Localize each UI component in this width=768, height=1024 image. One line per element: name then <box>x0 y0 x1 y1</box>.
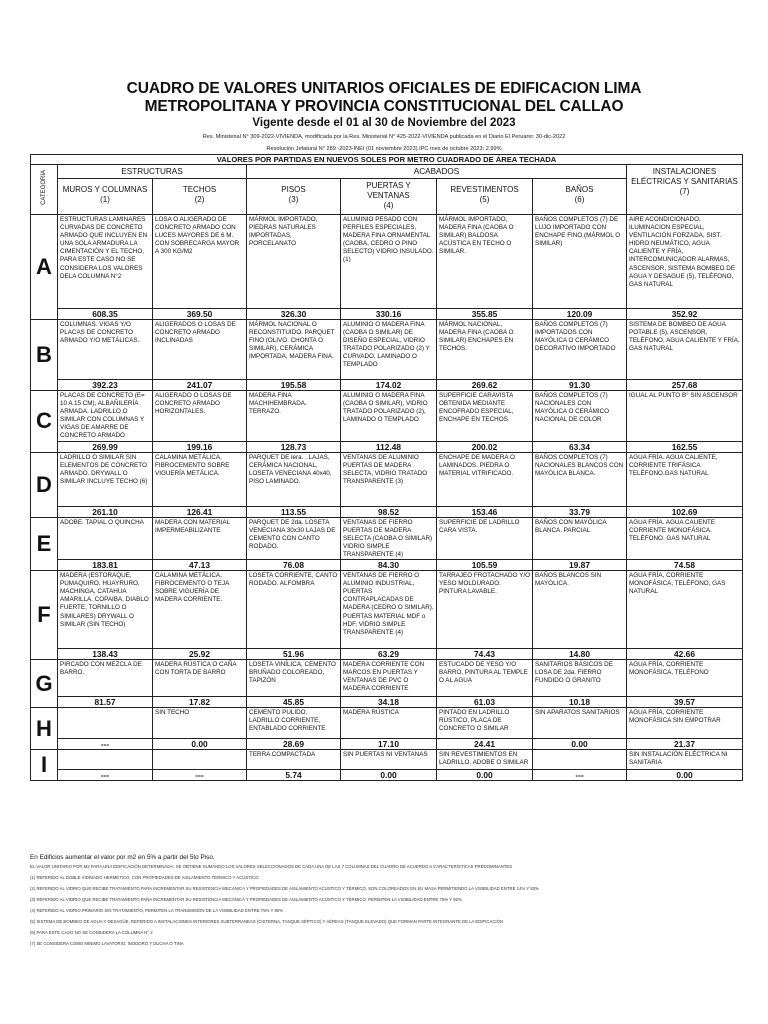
column-header-techos <box>153 179 247 215</box>
value-cell: 183.81 <box>58 560 153 571</box>
description-cell: ADOBE. TAPIAL O QUINCHA <box>58 517 153 559</box>
category-row <box>31 391 743 442</box>
footnote: (4) REFERIDO AL VIDRIO PRIMARIO SIN TRATAMIENTO, PERMITEN LA TRANSMISIÓN DE LA VISIBILIDAD ENTRE 75% Y 90% <box>30 908 284 913</box>
category-letter: A <box>31 215 58 320</box>
value-row <box>31 739 743 750</box>
description-cell: AGUA FRÍA. AGUA CAUENTE CORRIENTE MONOFÁSICA. TELÉFONO. GAS NATURAL <box>627 517 743 559</box>
value-cell: 174.02 <box>341 380 437 391</box>
description-cell: ALUMINIO O MADERA FINA (CAOBA O SIMILAR), VIDRIO TRATADO POLARIZADO (2), LAMINADO O TEMPLADO <box>341 391 437 442</box>
category-letter: F <box>31 571 58 660</box>
description-cell: BAÑOS COMPLETOS (7) IMPORTADOS CON MAYÓLICA O CERÁMICO DECORATIVO IMPORTADO <box>533 320 627 380</box>
column-num: (5) <box>479 195 490 204</box>
group-instalaciones: INSTALACIONES ELÉCTRICAS Y SANITARIAS <box>631 167 738 186</box>
footnote: (7) SE CONSIDERA COMO MÍNIMO LAVATORIO, INODORO Y DUCHA O TINA <box>30 941 184 946</box>
column-num: (3) <box>288 195 299 204</box>
category-row <box>31 215 743 309</box>
value-cell: 61.03 <box>437 697 533 708</box>
category-header <box>31 165 58 215</box>
category-letter: H <box>31 708 58 750</box>
value-cell: 105.59 <box>437 560 533 571</box>
description-cell: MÁRMOL IMPORTADO, MADERA FINA (CAOBA O SIMILAR) BALDOSA ACÚSTICA EN TECHO O SIMILAR. <box>437 215 533 309</box>
value-cell: 51.96 <box>247 649 341 660</box>
value-cell: 63.34 <box>533 441 627 452</box>
description-cell: BAÑOS BLANCOS SIN MAYÓLICA. <box>533 571 627 649</box>
category-row <box>31 571 743 649</box>
category-letter: I <box>31 750 58 781</box>
value-cell: --- <box>533 770 627 781</box>
value-cell: 42.66 <box>627 649 743 660</box>
column-title: TECHOS <box>182 185 217 194</box>
description-cell: ENCHAPE DE MADERA O LAMINADOS. PIEDRA O MATERIAL VITRIFICADO. <box>437 452 533 506</box>
column-title: BAÑOS <box>565 185 594 194</box>
column-header-pisos <box>247 179 341 215</box>
description-cell: AIRE ACONDICIONADO. ILUMINACION ESPECIAL, VENTILACIÓN FORZADA, SIST. HIDRO NEUMÁTICO, AGUA CALIENTE Y FRÍA, INTERCOMUNICADOR ALARMAS, ASCENSOR, SISTEMA BOMBEO DE AGUA Y DESAGUE (5), TELÉFONO, GAS NATURAL <box>627 215 743 309</box>
value-cell: 162.55 <box>627 441 743 452</box>
value-cell: 74.58 <box>627 560 743 571</box>
footnote: EL VALOR UNITARIO POR M2 PARA UNA EDIFICACIÓN DETERMINADA, SE OBTIENE SUMANDO LOS VALORES SELECCIONADOS DE CADA UNA DE LAS 7 COLUMNAS DEL CUADRO DE ACUERDO A CARACTERÍSTICAS PREDOMINANTES <box>30 864 513 869</box>
value-cell: 98.52 <box>341 506 437 517</box>
category-row <box>31 750 743 770</box>
value-row <box>31 560 743 571</box>
value-cell: 0.00 <box>437 770 533 781</box>
value-cell: 47.13 <box>153 560 247 571</box>
value-cell: 34.18 <box>341 697 437 708</box>
description-cell: PARQUET DE lera. . LAJAS, CERÁMICA NACIONAL, LOSETA VENECIANA 40x40, PISO LAMINADO. <box>247 452 341 506</box>
description-cell: CALAMINA METÁLICA, FIBROCEMENTO SOBRE VIGUERÍA METÁLICA. <box>153 452 247 506</box>
column-num: (2) <box>194 195 205 204</box>
description-cell: TARRAJEO FROTACHADO Y/O YESO MOLDURADO. PINTURA LAVABLE. <box>437 571 533 649</box>
value-cell: 81.57 <box>58 697 153 708</box>
column-num: (6) <box>574 195 585 204</box>
value-cell: 138.43 <box>58 649 153 660</box>
description-cell: VENTANAS DE ALUMINIO PUERTAS DE MADERA SELECTA, VIDRIO TRATADO TRANSPARENTE (3) <box>341 452 437 506</box>
description-cell: AGUA FRÍA, CORRIENTE MONOFÁSICA, TELÉFONO <box>627 660 743 697</box>
value-cell: --- <box>153 770 247 781</box>
description-cell: CALAMINA METÁLICA, FIBROCEMENTO O TEJA SOBRE VIGUERÍA DE MADERA CORRIENTE. <box>153 571 247 649</box>
description-cell: ALIGERADOS O LOSAS DE CONCRETO ARMADO INCLINADAS <box>153 320 247 380</box>
value-cell: 33.79 <box>533 506 627 517</box>
column-header-muros <box>58 179 153 215</box>
column-header-banos <box>533 179 627 215</box>
value-cell: 352.92 <box>627 309 743 320</box>
description-cell: SUPERFICIE CARAVISTA OBTENIDA MEDIANTE ENCOFRADO ESPECIAL, ENCHAPE EN TECHOS. <box>437 391 533 442</box>
description-cell <box>58 750 153 770</box>
column-header-revestimentos <box>437 179 533 215</box>
description-cell: SUPERFICIE DE LADRILLO CARA VISTA. <box>437 517 533 559</box>
description-cell: SIN APARATOS SANITARIOS <box>533 708 627 739</box>
notes-section <box>30 854 742 952</box>
value-cell: 24.41 <box>437 739 533 750</box>
value-cell: 330.16 <box>341 309 437 320</box>
description-cell: TERRA COMPACTADA <box>247 750 341 770</box>
description-cell: ESTRUCTURAS LAMINARES CURVADAS DE CONCRETO ARMADO QUE INCLUYEN EN UNA SOLA ARMADURA LA CIMENTACIÓN Y EL TECHO, PARA ESTE CASO NO SE CONSIDERA LOS VALORES DELA COLUMNA N°2 <box>58 215 153 309</box>
value-cell: 269.62 <box>437 380 533 391</box>
description-cell: ESTUCADO DE YESO Y/O BARRO, PINTURA AL TEMPLE O AL AGUA <box>437 660 533 697</box>
value-cell: --- <box>58 739 153 750</box>
description-cell: MÁRMOL NACIONAL O RECONSTITUIDO. PARQUET FINO (OLIVO. CHONTA O SIMILAR), CERÁMICA IMPORTADA, MADERA FINA. <box>247 320 341 380</box>
value-row <box>31 649 743 660</box>
description-cell: SANITARIOS BÁSICOS DE LOSA DE 2da. FIERRO FUNDIDO O GRANITO <box>533 660 627 697</box>
resolution-line-2: Resolución Jefatural N° 289 -2023-INEI (01 noviembre 2023) IPC mes de octubre 2023: 2.99% <box>266 146 502 152</box>
category-label: CATEGORÍA <box>41 169 47 205</box>
description-cell: MADERA RÚSTICA <box>341 708 437 739</box>
category-row <box>31 452 743 506</box>
value-cell: 269.99 <box>58 441 153 452</box>
description-cell: PINTADO EN LADRILLO RÚSTICO, PLACA DE CONCRETO O SIMILAR <box>437 708 533 739</box>
value-row <box>31 506 743 517</box>
description-cell: AGUA FRÍA. AGUA CALIENTE, CORRIENTE TRIFÁSICA TELÉFONO.GAS NATURAL <box>627 452 743 506</box>
value-cell: 113.55 <box>247 506 341 517</box>
value-cell: 153.46 <box>437 506 533 517</box>
description-cell: MÁRMOL NACIONAL, MADERA FINA (CAOBA O SIMILAR) ENCHAPES EN TECHOS. <box>437 320 533 380</box>
value-cell: 28.69 <box>247 739 341 750</box>
description-cell <box>58 708 153 739</box>
value-row <box>31 697 743 708</box>
description-cell: SIN PUERTAS NI VENTANAS <box>341 750 437 770</box>
category-row <box>31 320 743 380</box>
column-header-instalaciones <box>627 165 743 215</box>
value-cell: 91.30 <box>533 380 627 391</box>
description-cell: VENTANAS DE FIERRO PUERTAS DE MADERA SELECTA (CAOBA O SIMILAR) VIDRIO SIMPLE TRANSPARENTE (4) <box>341 517 437 559</box>
description-cell: BAÑOS COMPLETOS (7) DE LUJO IMPORTADO CON ENCHAPE FINO (MÁRMOL O SIMILAR) <box>533 215 627 309</box>
description-cell: COLUMNAS. VIGAS Y/O PLACAS DE CONCRETO ARMADO Y/O METÁLICAS. <box>58 320 153 380</box>
value-cell: 17.82 <box>153 697 247 708</box>
description-cell: SISTEMA DE BOMBEO DE AGUA POTABLE (5), ASCENSOR, TELÉFONO, AGUA CALIENTE Y FRÍA, GAS NATURAL <box>627 320 743 380</box>
value-row <box>31 309 743 320</box>
title-line-1: CUADRO DE VALORES UNITARIOS OFICIALES DE EDIFICACION LIMA <box>126 80 642 97</box>
value-cell: 39.57 <box>627 697 743 708</box>
value-cell: 74.43 <box>437 649 533 660</box>
value-cell: 241.07 <box>153 380 247 391</box>
description-cell: PLACAS DE CONCRETO (E= 10 A 15 CM), ALBAÑILERÍA ARMADA. LADRILLO O SIMILAR CON COLUMNAS Y VIGAS DE AMARRE DE CONCRETO ARMADO <box>58 391 153 442</box>
value-cell: 0.00 <box>627 770 743 781</box>
value-cell: 10.18 <box>533 697 627 708</box>
group-estructuras: ESTRUCTURAS <box>58 165 247 179</box>
description-cell: MADERA RÚSTICA O CAÑA CON TORTA DE BARRO <box>153 660 247 697</box>
validity-line: Vigente desde el 01 al 30 de Noviembre del 2023 <box>252 117 516 129</box>
column-title: PUERTAS Y VENTANAS <box>366 181 411 200</box>
footnote: (1) REFERIDO AL DOBLE VIDRIADO HERMÉTICO, CON PROPIEDADES DE AISLAMIENTO TÉRMICO Y ACÚSTICO <box>30 875 259 880</box>
footnote: (5) SISTEMA DE BOMBEO DE AGUA Y DESAGÜE, REFERIDO A INSTALACIONES INTERIORES SUBTERRANEAS (CISTERNA, TANQUE SÉPTICO) Y AÉREAS (TANQUE ELEVADO) QUE FORMAN PARTE INTEGRANTE DE LA EDIFICACIÓN <box>30 919 504 924</box>
description-cell: MADERA CORRIENTE CON MARCOS EN PUERTAS Y VENTANAS DE PVC O MADERA CORRIENTE <box>341 660 437 697</box>
value-row <box>31 380 743 391</box>
value-cell: 76.08 <box>247 560 341 571</box>
category-row <box>31 660 743 697</box>
value-cell: 21.37 <box>627 739 743 750</box>
category-row <box>31 517 743 559</box>
column-num: (7) <box>679 187 690 196</box>
footnote: (2) REFERIDO AL VIDRIO QUE RECIBE TRATAMIENTO PARA INCREMENTAR SU RESISTENCIA MECÁNICA Y PROPIEDADES DE AISLAMIENTO ACÚSTICO Y TÉRMICO, SON COLOREADOS EN SU MASA PERMITIENDO LA VISIBILIDAD ENTRE 14% Y 83% <box>30 886 539 891</box>
category-letter: B <box>31 320 58 391</box>
value-cell: 0.00 <box>153 739 247 750</box>
value-cell: 14.80 <box>533 649 627 660</box>
value-cell: 128.73 <box>247 441 341 452</box>
value-cell: 326.30 <box>247 309 341 320</box>
value-cell: 195.58 <box>247 380 341 391</box>
description-cell <box>533 750 627 770</box>
value-cell: 5.74 <box>247 770 341 781</box>
value-cell: 120.09 <box>533 309 627 320</box>
description-cell: SIN INSTALACIÓN ELÉCTRICA NI SANITARIA <box>627 750 743 770</box>
description-cell: LADRILLO O SIMILAR SIN ELEMENTOS DE CONCRETO ARMADO. DRYWALL O SIMILAR INCLUYE TECHO (6) <box>58 452 153 506</box>
value-cell: 102.69 <box>627 506 743 517</box>
value-cell: 45.85 <box>247 697 341 708</box>
description-cell: ALIGERADO O LOSAS DE CONCRETO ARMADO HORIZONTALES. <box>153 391 247 442</box>
note-main: En Edificios aumentar el valor por m2 en 5% a partir del 5to Piso. <box>30 854 215 861</box>
value-cell: 608.35 <box>58 309 153 320</box>
category-letter: E <box>31 517 58 570</box>
description-cell: CEMENTO PULIDO, LADRILLO CORRIENTE, ENTABLADO CORRIENTE <box>247 708 341 739</box>
column-num: (4) <box>383 201 394 210</box>
value-cell: 25.92 <box>153 649 247 660</box>
column-header-puertas <box>341 179 437 215</box>
description-cell: BAÑOS COMPLETOS (7) NACIONALES CON MAYÓLICA O CERÁMICO NACIONAL DE COLOR <box>533 391 627 442</box>
description-cell: MADERA (ESTORAQUE, PUMAQUIRO, HUAYRURO, MACHINGA, CATAHUA AMARILLA. COPAIBA, DIABLO FUERTE, TORNILLO O SIMILARES) DRYWALL O SIMILAR (SIN TECHO) <box>58 571 153 649</box>
description-cell: AGUA FRÍA, CORRIENTE MONOFÁSICA, TELÉFONO, GAS NATURAL <box>627 571 743 649</box>
description-cell: AGUA FRÍA, CORRIENTE MONOFÁSICA SIN EMPOTRAR <box>627 708 743 739</box>
description-cell: LOSETA VINÍLICA, CEMENTO BRUÑADO COLOREADO, TAPIZÓN <box>247 660 341 697</box>
column-title: REVESTIMENTOS <box>450 185 519 194</box>
description-cell: PIRCADO CON MEZCLA DE BARRO. <box>58 660 153 697</box>
value-cell: 84.30 <box>341 560 437 571</box>
description-cell: IGUAL AL PUNTO B° SIN ASCENSOR <box>627 391 743 442</box>
value-row <box>31 770 743 781</box>
description-cell: LOSA O ALIGERADO DE CONCRETO ARMADO CON LUCES MAYORES DE 6 M. CON SOBRECARGA MAYOR A 300 KG/M2 <box>153 215 247 309</box>
value-cell: 261.10 <box>58 506 153 517</box>
value-cell: 19.87 <box>533 560 627 571</box>
column-title: MUROS Y COLUMNAS <box>62 185 148 194</box>
value-cell: 369.50 <box>153 309 247 320</box>
value-row <box>31 441 743 452</box>
description-cell: PARQUET DE 2da. LOSETA VENECIANA 30x30 LAJAS DE CEMENTO CON CANTO RODADO. <box>247 517 341 559</box>
description-cell <box>153 750 247 770</box>
notes-list <box>30 864 742 952</box>
category-letter: G <box>31 660 58 708</box>
resolution-line-1: Res. Ministerial N° 309-2022-VIVIENDA, modificada por la Res. Ministerial N° 425-2022-VIVIENDA publicada en el Diario El Peruano: 30-dic-2022 <box>202 134 566 140</box>
value-cell: 17.10 <box>341 739 437 750</box>
value-cell: 112.48 <box>341 441 437 452</box>
group-acabados: ACABADOS <box>247 165 627 179</box>
column-title: PISOS <box>281 185 306 194</box>
category-letter: C <box>31 391 58 453</box>
description-cell: ALUMINIO O MADERA FINA (CAOBA O SIMILAR) DE DISEÑO ESPECIAL, VIDRIO TRATADO POLARIZADO (2) Y CURVADO, LAMINADO O TEMPLADO <box>341 320 437 380</box>
value-cell: 0.00 <box>341 770 437 781</box>
value-cell: 200.02 <box>437 441 533 452</box>
description-cell: MADERA CON MATERIAL IMPERMEABILIZANTE <box>153 517 247 559</box>
value-cell: 126.41 <box>153 506 247 517</box>
description-cell: MADERA FINA MACHIHEMBRADA. TERRAZO. <box>247 391 341 442</box>
value-cell: 0.00 <box>533 739 627 750</box>
title-line-2: METROPOLITANA Y PROVINCIA CONSTITUCIONAL DEL CALLAO <box>144 98 624 115</box>
footnote: (3) REFERIDO AL VIDRIO QUE RECIBE TRATAMIENTO PARA INCREMENTAR SU RESISTENCIA MECÁNICA Y PROPIEDADES DE AISLAMIENTO ACÚSTICO Y TÉRMICO, PERMITEN LA VISIBILIDAD ENTRE 75% Y 92% <box>30 897 462 902</box>
description-cell: SIN REVESTIMIENTOS EN LADRILLO. ADOBE O SIMILAR <box>437 750 533 770</box>
table-banner: VALORES POR PARTIDAS EN NUEVOS SOLES POR METRO CUADRADO DE ÁREA TECHADA <box>31 155 743 165</box>
description-cell: LOSETA CORRIENTE, CANTO RODADO. ALFOMBRA <box>247 571 341 649</box>
description-cell: BAÑOS COMPLETOS (7) NACIONALES BLANCOS CON MAYÓLICA BLANCA. <box>533 452 627 506</box>
description-cell: SIN TECHO <box>153 708 247 739</box>
value-cell: 199.16 <box>153 441 247 452</box>
description-cell: BAÑOS CON MAYÓLICA BLANCA. PARCIAL <box>533 517 627 559</box>
category-letter: D <box>31 452 58 517</box>
value-cell: 257.68 <box>627 380 743 391</box>
category-row <box>31 708 743 739</box>
value-cell: --- <box>58 770 153 781</box>
value-cell: 63.29 <box>341 649 437 660</box>
description-cell: VENTANAS DE FIERRO O ALUMINIO INDUSTRIAL, PUERTAS CONTRAPLACADAS DE MADERA (CEDRO O SIMILAR). PUERTAS MATERIAL MDF o HDF, VIDRIO SIMPLE TRANSPARENTE (4) <box>341 571 437 649</box>
description-cell: ALUMINIO PESADO CON PERFILES ESPECIALES, MADERA FINA ORNAMENTAL (CAOBA, CEDRO O PINO SELECTO) VIDRIO INSULADO. (1) <box>341 215 437 309</box>
value-cell: 355.85 <box>437 309 533 320</box>
footnote: (6) PARA ESTE CASO NO SE CONSIDERA LA COLUMNA N° 2 <box>30 930 153 935</box>
description-cell: MÁRMOL IMPORTADO, PIEDRAS NATURALES IMPORTADAS, PORCELANATO <box>247 215 341 309</box>
value-cell: 392.23 <box>58 380 153 391</box>
column-num: (1) <box>100 195 110 204</box>
values-table <box>30 154 743 781</box>
